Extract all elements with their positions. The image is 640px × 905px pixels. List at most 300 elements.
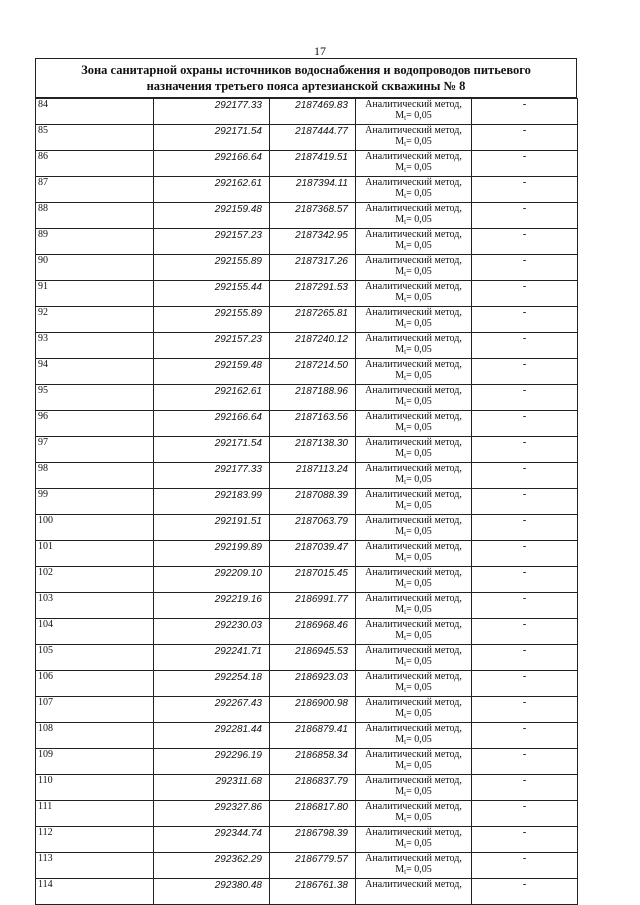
precision-label: M (395, 396, 405, 407)
table-row (36, 125, 578, 151)
precision-label: M (395, 318, 405, 329)
method-text: Аналитический метод, (365, 281, 462, 292)
error-cell: - (472, 229, 578, 255)
method-text: Аналитический метод, (365, 99, 462, 110)
precision-label: M (395, 474, 405, 485)
x-coordinate-cell: 292166.64 (154, 151, 270, 177)
precision-value: = 0,05 (406, 656, 432, 667)
y-coordinate-cell: 2186968.46 (270, 619, 356, 645)
precision-subscript: t (404, 738, 407, 746)
precision-text (356, 760, 471, 774)
method-cell (356, 775, 472, 801)
precision-text (356, 526, 471, 540)
method-text: Аналитический метод, (365, 333, 462, 344)
method-text: Аналитический метод, (365, 775, 462, 786)
y-coordinate-cell: 2186923.03 (270, 671, 356, 697)
precision-subscript: t (404, 842, 407, 850)
precision-label: M (395, 136, 405, 147)
error-cell: - (472, 463, 578, 489)
precision-subscript: t (404, 504, 407, 512)
x-coordinate-cell: 292230.03 (154, 619, 270, 645)
y-coordinate-cell: 2186798.39 (270, 827, 356, 853)
table-row (36, 359, 578, 385)
precision-value: = 0,05 (406, 292, 432, 303)
method-text: Аналитический метод, (365, 411, 462, 422)
table-row (36, 593, 578, 619)
method-text: Аналитический метод, (365, 749, 462, 760)
x-coordinate-cell: 292159.48 (154, 359, 270, 385)
table-row (36, 203, 578, 229)
method-text: Аналитический метод, (365, 567, 462, 578)
table-row (36, 567, 578, 593)
method-cell (356, 671, 472, 697)
y-coordinate-cell: 2186779.57 (270, 853, 356, 879)
table-row (36, 307, 578, 333)
point-number-cell: 91 (36, 281, 154, 307)
precision-value: = 0,05 (406, 136, 432, 147)
precision-value: = 0,05 (406, 708, 432, 719)
precision-subscript: t (404, 218, 407, 226)
error-cell: - (472, 879, 578, 905)
precision-subscript: t (404, 166, 407, 174)
table-row (36, 437, 578, 463)
y-coordinate-cell: 2187188.96 (270, 385, 356, 411)
method-cell (356, 593, 472, 619)
table-row (36, 229, 578, 255)
precision-subscript: t (404, 374, 407, 382)
x-coordinate-cell: 292159.48 (154, 203, 270, 229)
point-number-cell: 102 (36, 567, 154, 593)
table-row (36, 463, 578, 489)
precision-label: M (395, 604, 405, 615)
point-number-cell: 97 (36, 437, 154, 463)
table-title (35, 58, 577, 98)
method-cell (356, 229, 472, 255)
precision-value: = 0,05 (406, 786, 432, 797)
y-coordinate-cell: 2187015.45 (270, 567, 356, 593)
method-text: Аналитический метод, (365, 151, 462, 162)
method-text: Аналитический метод, (365, 879, 462, 890)
x-coordinate-cell: 292177.33 (154, 99, 270, 125)
precision-subscript: t (404, 608, 407, 616)
method-cell (356, 619, 472, 645)
error-cell: - (472, 671, 578, 697)
table-row (36, 255, 578, 281)
method-cell (356, 541, 472, 567)
y-coordinate-cell: 2186837.79 (270, 775, 356, 801)
precision-text (356, 266, 471, 280)
precision-text (356, 656, 471, 670)
precision-value: = 0,05 (406, 396, 432, 407)
point-number-cell: 110 (36, 775, 154, 801)
precision-label: M (395, 786, 405, 797)
precision-subscript: t (404, 712, 407, 720)
precision-text (356, 370, 471, 384)
precision-label: M (395, 708, 405, 719)
point-number-cell: 98 (36, 463, 154, 489)
precision-subscript: t (404, 556, 407, 564)
precision-subscript: t (404, 530, 407, 538)
precision-value: = 0,05 (406, 344, 432, 355)
precision-subscript: t (404, 816, 407, 824)
precision-subscript: t (404, 400, 407, 408)
precision-value: = 0,05 (406, 864, 432, 875)
precision-value: = 0,05 (406, 266, 432, 277)
precision-text (356, 422, 471, 436)
point-number-cell: 99 (36, 489, 154, 515)
y-coordinate-cell: 2186945.53 (270, 645, 356, 671)
method-cell (356, 307, 472, 333)
x-coordinate-cell: 292157.23 (154, 229, 270, 255)
point-number-cell: 95 (36, 385, 154, 411)
precision-label: M (395, 292, 405, 303)
error-cell: - (472, 437, 578, 463)
precision-text (356, 552, 471, 566)
precision-value: = 0,05 (406, 682, 432, 693)
x-coordinate-cell: 292209.10 (154, 567, 270, 593)
precision-label: M (395, 370, 405, 381)
table-row (36, 775, 578, 801)
precision-value: = 0,05 (406, 734, 432, 745)
precision-value: = 0,05 (406, 448, 432, 459)
error-cell: - (472, 515, 578, 541)
precision-value: = 0,05 (406, 604, 432, 615)
y-coordinate-cell: 2187419.51 (270, 151, 356, 177)
precision-value: = 0,05 (406, 578, 432, 589)
precision-text (356, 578, 471, 592)
y-coordinate-cell: 2187444.77 (270, 125, 356, 151)
method-cell (356, 723, 472, 749)
precision-text (356, 344, 471, 358)
method-text: Аналитический метод, (365, 229, 462, 240)
error-cell: - (472, 281, 578, 307)
precision-label: M (395, 526, 405, 537)
precision-subscript: t (404, 478, 407, 486)
precision-text (356, 500, 471, 514)
precision-text (356, 110, 471, 124)
x-coordinate-cell: 292155.89 (154, 307, 270, 333)
x-coordinate-cell: 292219.16 (154, 593, 270, 619)
precision-text (356, 188, 471, 202)
point-number-cell: 104 (36, 619, 154, 645)
precision-value: = 0,05 (406, 526, 432, 537)
point-number-cell: 114 (36, 879, 154, 905)
x-coordinate-cell: 292327.86 (154, 801, 270, 827)
error-cell: - (472, 203, 578, 229)
error-cell: - (472, 489, 578, 515)
precision-text (356, 864, 471, 878)
method-text: Аналитический метод, (365, 645, 462, 656)
point-number-cell: 100 (36, 515, 154, 541)
method-cell (356, 99, 472, 125)
point-number-cell: 105 (36, 645, 154, 671)
y-coordinate-cell: 2187113.24 (270, 463, 356, 489)
x-coordinate-cell: 292155.89 (154, 255, 270, 281)
method-text: Аналитический метод, (365, 541, 462, 552)
point-number-cell: 108 (36, 723, 154, 749)
precision-label: M (395, 500, 405, 511)
table-row (36, 879, 578, 905)
method-text: Аналитический метод, (365, 177, 462, 188)
precision-label: M (395, 578, 405, 589)
table-row (36, 853, 578, 879)
error-cell: - (472, 385, 578, 411)
precision-value: = 0,05 (406, 474, 432, 485)
precision-subscript: t (404, 348, 407, 356)
point-number-cell: 92 (36, 307, 154, 333)
precision-subscript: t (404, 322, 407, 330)
method-cell (356, 203, 472, 229)
precision-text (356, 630, 471, 644)
table-row (36, 177, 578, 203)
method-text: Аналитический метод, (365, 671, 462, 682)
method-cell (356, 411, 472, 437)
precision-text (356, 734, 471, 748)
precision-text (356, 448, 471, 462)
error-cell: - (472, 853, 578, 879)
error-cell: - (472, 645, 578, 671)
precision-subscript: t (404, 686, 407, 694)
table-row (36, 515, 578, 541)
precision-subscript: t (404, 244, 407, 252)
table-row (36, 411, 578, 437)
method-text: Аналитический метод, (365, 619, 462, 630)
precision-label: M (395, 656, 405, 667)
precision-label: M (395, 110, 405, 121)
method-cell (356, 749, 472, 775)
point-number-cell: 88 (36, 203, 154, 229)
point-number-cell: 90 (36, 255, 154, 281)
method-cell (356, 697, 472, 723)
x-coordinate-cell: 292344.74 (154, 827, 270, 853)
error-cell: - (472, 125, 578, 151)
point-number-cell: 106 (36, 671, 154, 697)
y-coordinate-cell: 2186761.38 (270, 879, 356, 905)
error-cell: - (472, 151, 578, 177)
y-coordinate-cell: 2187342.95 (270, 229, 356, 255)
method-cell (356, 515, 472, 541)
y-coordinate-cell: 2187394.11 (270, 177, 356, 203)
method-cell (356, 385, 472, 411)
precision-text (356, 838, 471, 852)
error-cell: - (472, 99, 578, 125)
error-cell: - (472, 411, 578, 437)
page-number: 17 (314, 44, 326, 58)
table-row (36, 541, 578, 567)
precision-value: = 0,05 (406, 110, 432, 121)
method-text: Аналитический метод, (365, 385, 462, 396)
method-cell (356, 827, 472, 853)
method-text: Аналитический метод, (365, 853, 462, 864)
point-number-cell: 84 (36, 99, 154, 125)
x-coordinate-cell: 292380.48 (154, 879, 270, 905)
error-cell: - (472, 567, 578, 593)
method-cell (356, 437, 472, 463)
y-coordinate-cell: 2187469.83 (270, 99, 356, 125)
precision-value: = 0,05 (406, 500, 432, 511)
method-cell (356, 463, 472, 489)
y-coordinate-cell: 2187368.57 (270, 203, 356, 229)
x-coordinate-cell: 292177.33 (154, 463, 270, 489)
error-cell: - (472, 749, 578, 775)
table-title-line-1: Зона санитарной охраны источников водоснабжения и водопроводов питьевого (81, 63, 531, 77)
point-number-cell: 103 (36, 593, 154, 619)
precision-subscript: t (404, 114, 407, 122)
error-cell: - (472, 177, 578, 203)
point-number-cell: 107 (36, 697, 154, 723)
precision-value: = 0,05 (406, 188, 432, 199)
table-row (36, 151, 578, 177)
point-number-cell: 101 (36, 541, 154, 567)
x-coordinate-cell: 292296.19 (154, 749, 270, 775)
x-coordinate-cell: 292162.61 (154, 177, 270, 203)
x-coordinate-cell: 292362.29 (154, 853, 270, 879)
point-number-cell: 96 (36, 411, 154, 437)
precision-text (356, 396, 471, 410)
method-text: Аналитический метод, (365, 125, 462, 136)
point-number-cell: 86 (36, 151, 154, 177)
precision-text (356, 604, 471, 618)
precision-subscript: t (404, 790, 407, 798)
precision-text (356, 708, 471, 722)
method-text: Аналитический метод, (365, 827, 462, 838)
method-cell (356, 333, 472, 359)
precision-value: = 0,05 (406, 240, 432, 251)
method-cell (356, 151, 472, 177)
precision-value: = 0,05 (406, 162, 432, 173)
y-coordinate-cell: 2186817.80 (270, 801, 356, 827)
precision-subscript: t (404, 764, 407, 772)
method-cell (356, 801, 472, 827)
y-coordinate-cell: 2187317.26 (270, 255, 356, 281)
precision-subscript: t (404, 582, 407, 590)
table-row (36, 697, 578, 723)
y-coordinate-cell: 2186858.34 (270, 749, 356, 775)
precision-text (356, 162, 471, 176)
method-text: Аналитический метод, (365, 307, 462, 318)
precision-value: = 0,05 (406, 214, 432, 225)
precision-text (356, 682, 471, 696)
method-cell (356, 177, 472, 203)
precision-label: M (395, 630, 405, 641)
method-text: Аналитический метод, (365, 255, 462, 266)
method-text: Аналитический метод, (365, 593, 462, 604)
y-coordinate-cell: 2186879.41 (270, 723, 356, 749)
precision-subscript: t (404, 270, 407, 278)
table-row (36, 749, 578, 775)
precision-label: M (395, 838, 405, 849)
point-number-cell: 93 (36, 333, 154, 359)
point-number-cell: 87 (36, 177, 154, 203)
precision-value: = 0,05 (406, 838, 432, 849)
method-cell (356, 645, 472, 671)
method-text: Аналитический метод, (365, 359, 462, 370)
precision-label: M (395, 734, 405, 745)
error-cell: - (472, 359, 578, 385)
precision-text (356, 214, 471, 228)
precision-label: M (395, 240, 405, 251)
table-row (36, 333, 578, 359)
coordinates-table (35, 98, 578, 905)
precision-label: M (395, 188, 405, 199)
precision-label: M (395, 682, 405, 693)
precision-label: M (395, 760, 405, 771)
method-text: Аналитический метод, (365, 723, 462, 734)
precision-value: = 0,05 (406, 370, 432, 381)
precision-text (356, 786, 471, 800)
method-cell (356, 567, 472, 593)
y-coordinate-cell: 2187138.30 (270, 437, 356, 463)
point-number-cell: 85 (36, 125, 154, 151)
x-coordinate-cell: 292241.71 (154, 645, 270, 671)
x-coordinate-cell: 292267.43 (154, 697, 270, 723)
y-coordinate-cell: 2187265.81 (270, 307, 356, 333)
error-cell: - (472, 801, 578, 827)
error-cell: - (472, 723, 578, 749)
precision-label: M (395, 162, 405, 173)
y-coordinate-cell: 2187088.39 (270, 489, 356, 515)
x-coordinate-cell: 292183.99 (154, 489, 270, 515)
precision-label: M (395, 214, 405, 225)
precision-value: = 0,05 (406, 552, 432, 563)
table-row (36, 281, 578, 307)
x-coordinate-cell: 292281.44 (154, 723, 270, 749)
x-coordinate-cell: 292199.89 (154, 541, 270, 567)
x-coordinate-cell: 292254.18 (154, 671, 270, 697)
method-text: Аналитический метод, (365, 203, 462, 214)
precision-label: M (395, 422, 405, 433)
method-cell (356, 853, 472, 879)
precision-label: M (395, 812, 405, 823)
precision-subscript: t (404, 452, 407, 460)
point-number-cell: 111 (36, 801, 154, 827)
error-cell: - (472, 697, 578, 723)
method-text: Аналитический метод, (365, 801, 462, 812)
table-row (36, 645, 578, 671)
error-cell: - (472, 255, 578, 281)
y-coordinate-cell: 2187291.53 (270, 281, 356, 307)
x-coordinate-cell: 292157.23 (154, 333, 270, 359)
precision-subscript: t (404, 660, 407, 668)
y-coordinate-cell: 2187240.12 (270, 333, 356, 359)
y-coordinate-cell: 2186900.98 (270, 697, 356, 723)
y-coordinate-cell: 2187163.56 (270, 411, 356, 437)
precision-label: M (395, 266, 405, 277)
precision-value: = 0,05 (406, 630, 432, 641)
precision-subscript: t (404, 192, 407, 200)
method-cell (356, 489, 472, 515)
error-cell: - (472, 593, 578, 619)
error-cell: - (472, 619, 578, 645)
precision-subscript: t (404, 296, 407, 304)
error-cell: - (472, 307, 578, 333)
precision-text (356, 812, 471, 826)
point-number-cell: 89 (36, 229, 154, 255)
precision-value: = 0,05 (406, 812, 432, 823)
error-cell: - (472, 775, 578, 801)
x-coordinate-cell: 292171.54 (154, 125, 270, 151)
table-title-line-2: назначения третьего пояса артезианской скважины № 8 (146, 79, 466, 93)
error-cell: - (472, 333, 578, 359)
table-row (36, 723, 578, 749)
point-number-cell: 109 (36, 749, 154, 775)
precision-subscript: t (404, 634, 407, 642)
x-coordinate-cell: 292155.44 (154, 281, 270, 307)
x-coordinate-cell: 292311.68 (154, 775, 270, 801)
table-row (36, 619, 578, 645)
method-text: Аналитический метод, (365, 437, 462, 448)
table-row (36, 827, 578, 853)
